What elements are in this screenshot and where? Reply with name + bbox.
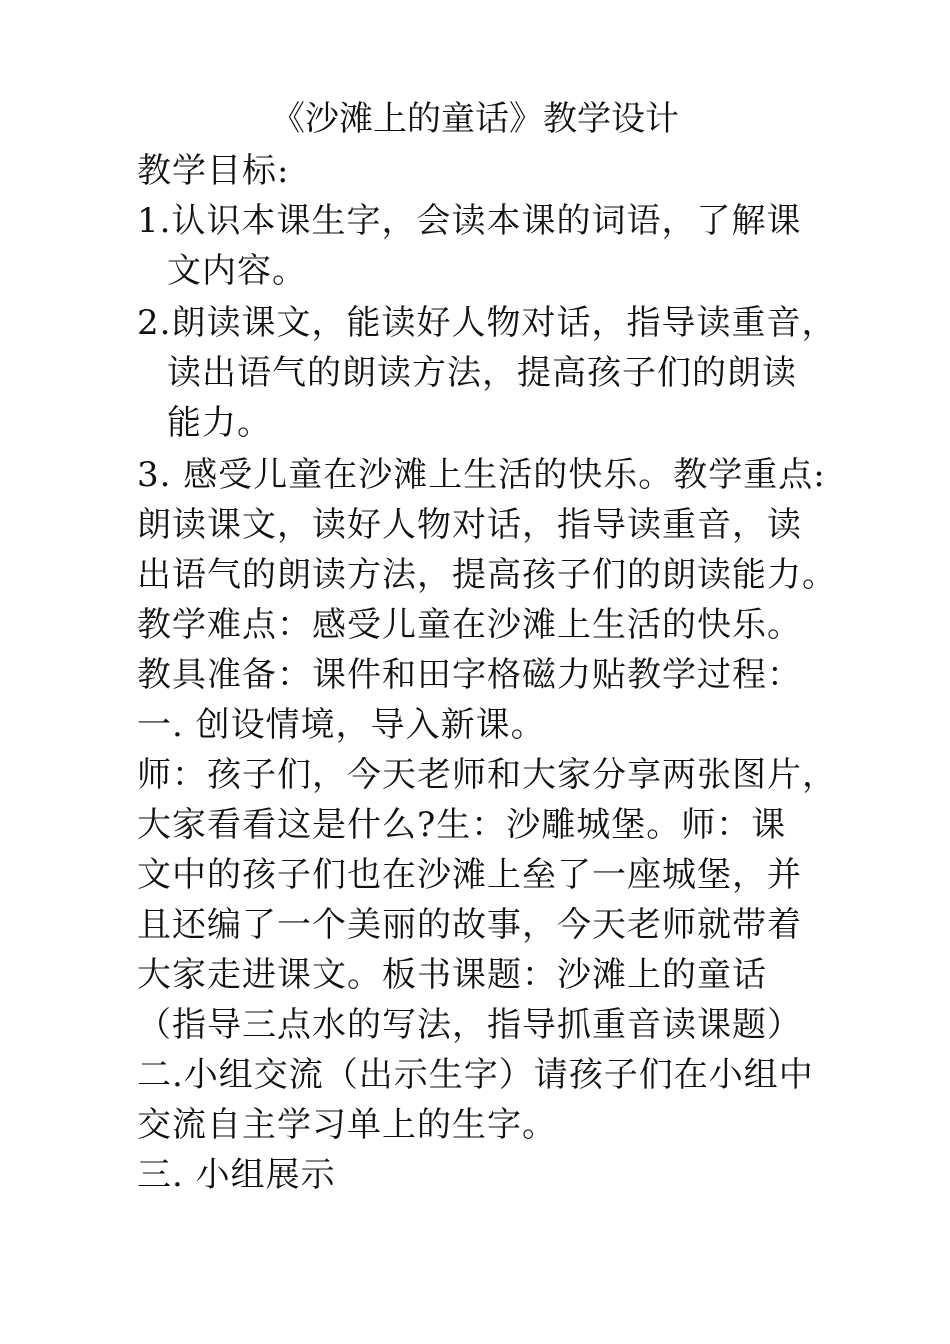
text-line-focus-1: 朗读课文，读好人物对话，指导读重音，读 (137, 505, 802, 545)
text-line-section-1: 一. 创设情境，导入新课。 (137, 705, 546, 745)
text-line-dialogue-5: 大家走进课文。板书课题：沙滩上的童话 (137, 955, 767, 995)
text-line-section-2: 二.小组交流（出示生字）请孩子们在小组中 (137, 1055, 814, 1095)
text-line-objective-2-cont: 读出语气的朗读方法，提高孩子们的朗读 (167, 353, 797, 393)
text-line-materials: 教具准备：课件和田字格磁力贴教学过程： (137, 655, 802, 695)
text-line-objective-2-cont2: 能力。 (167, 403, 272, 443)
text-line-dialogue-3: 文中的孩子们也在沙滩上垒了一座城堡，并 (137, 855, 802, 895)
text-line-dialogue-6: （指导三点水的写法，指导抓重音读课题） (137, 1005, 802, 1045)
text-line-objectives-heading: 教学目标: (137, 151, 290, 191)
text-line-dialogue-4: 且还编了一个美丽的故事，今天老师就带着 (137, 905, 802, 945)
text-line-dialogue-2: 大家看看这是什么?生：沙雕城堡。师：课 (137, 805, 787, 845)
text-line-objective-3: 3. 感受儿童在沙滩上生活的快乐。教学重点: (137, 455, 826, 495)
document-title: 《沙滩上的童话》教学设计 (271, 99, 679, 139)
text-line-objective-1: 1.认识本课生字，会读本课的词语，了解课 (137, 201, 802, 241)
text-line-objective-1-cont: 文内容。 (167, 251, 307, 291)
text-line-section-2-cont: 交流自主学习单上的生字。 (137, 1105, 557, 1145)
text-line-dialogue-1: 师：孩子们，今天老师和大家分享两张图片， (137, 755, 837, 795)
text-line-difficulty: 教学难点：感受儿童在沙滩上生活的快乐。 (137, 605, 802, 645)
text-line-objective-2: 2.朗读课文，能读好人物对话，指导读重音， (137, 303, 837, 343)
text-line-focus-2: 出语气的朗读方法，提高孩子们的朗读能力。 (137, 555, 837, 595)
text-line-section-3: 三. 小组展示 (137, 1155, 336, 1195)
